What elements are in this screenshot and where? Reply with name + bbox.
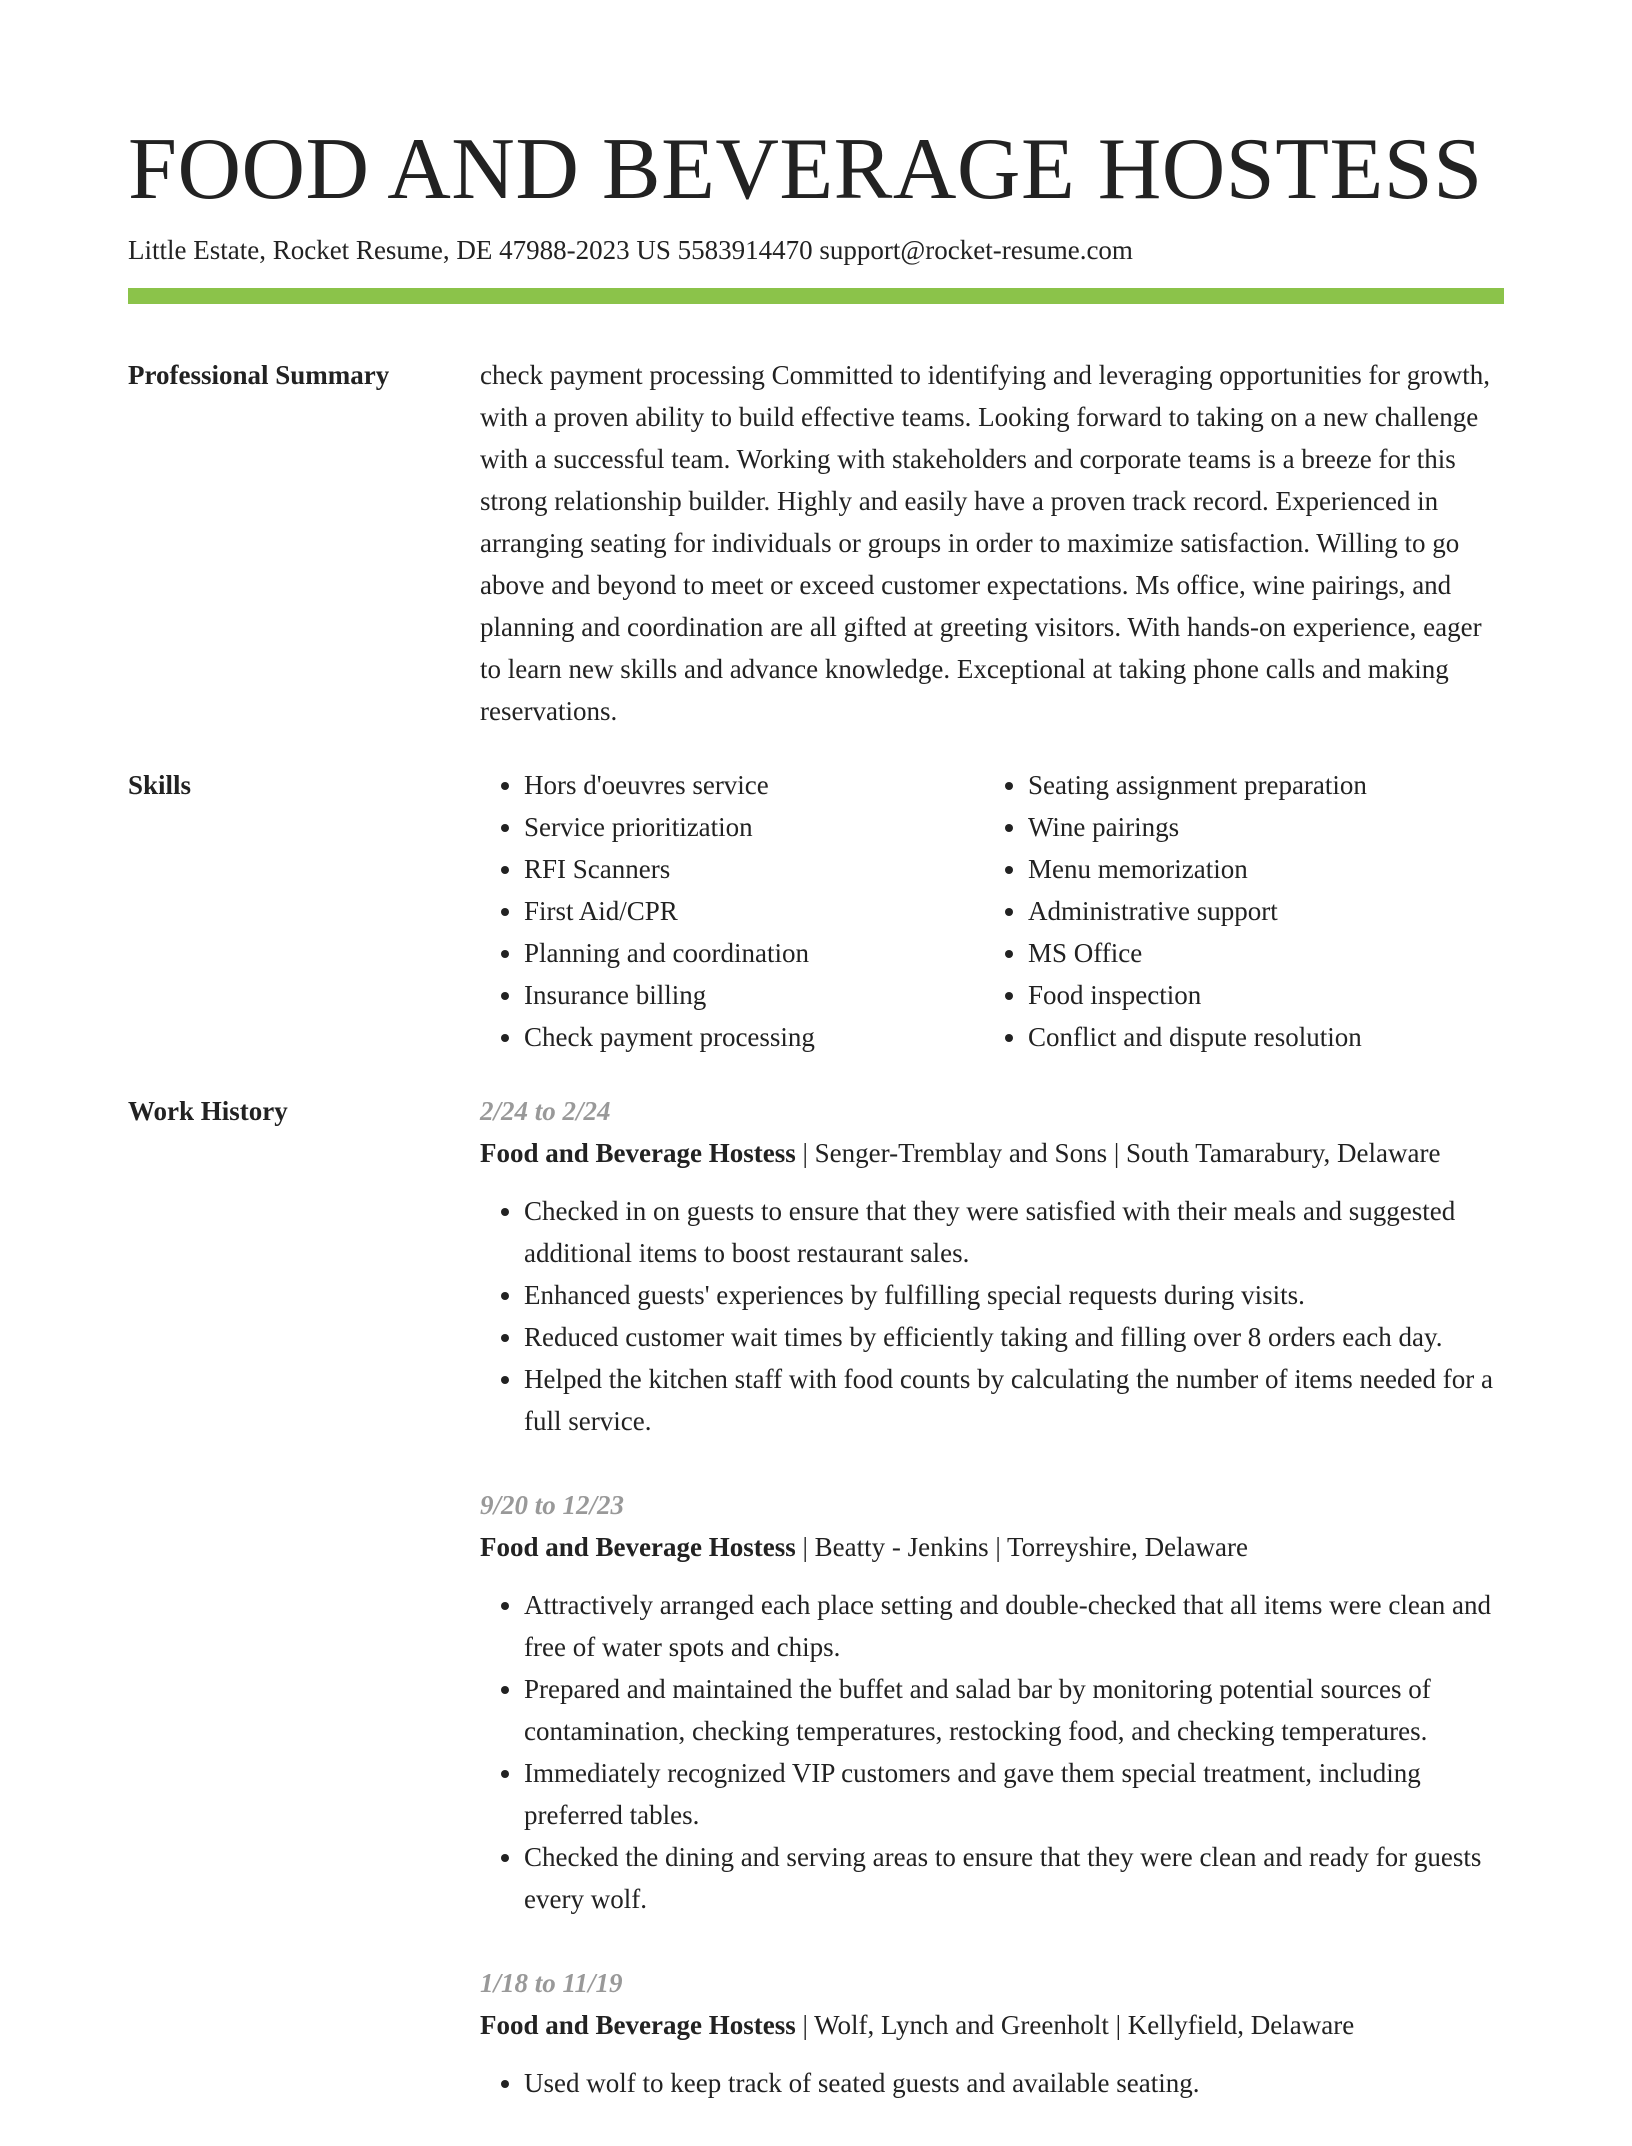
section-label-summary: Professional Summary (128, 360, 390, 390)
job-bullet-list (480, 2062, 1504, 2104)
job-dates: 2/24 to 2/24 (480, 1096, 611, 1126)
job-company-location: | Senger-Tremblay and Sons | South Tamarabury, Delaware (795, 1138, 1441, 1168)
skill-item: • Wine pairings (1028, 806, 1488, 848)
skill-item: • Conflict and dispute resolution (1028, 1016, 1488, 1058)
job-company-location: | Beatty - Jenkins | Torreyshire, Delaware (795, 1532, 1249, 1562)
skills-column-left (480, 764, 984, 1058)
skill-item: • Service prioritization (524, 806, 984, 848)
job-title: Food and Beverage Hostess (480, 1138, 796, 1168)
job-bullet: • Checked in on guests to ensure that they were satisfied with their meals and suggested additional items to boost restaurant sales. (524, 1190, 1504, 1274)
skill-item: • Check payment processing (524, 1016, 984, 1058)
job-entry (480, 1090, 1504, 1442)
job-bullet: • Immediately recognized VIP customers and gave them special treatment, including preferred tables. (524, 1752, 1504, 1836)
skill-item: • MS Office (1028, 932, 1488, 974)
resume-name-heading: FOOD AND BEVERAGE HOSTESS (128, 121, 1483, 218)
job-heading (480, 1526, 1504, 1568)
job-bullet: • Attractively arranged each place setting and double-checked that all items were clean and free of water spots and chips. (524, 1584, 1504, 1668)
skill-item: • Hors d'oeuvres service (524, 764, 984, 806)
skill-item: • Seating assignment preparation (1028, 764, 1488, 806)
skill-item: • Administrative support (1028, 890, 1488, 932)
work-history-section (128, 1090, 1504, 2146)
skill-item: • Insurance billing (524, 974, 984, 1016)
work-history-body (480, 1090, 1504, 2146)
job-bullet: • Helped the kitchen staff with food counts by calculating the number of items needed for a full service. (524, 1358, 1504, 1442)
skill-item: • Planning and coordination (524, 932, 984, 974)
job-entry (480, 1962, 1504, 2104)
summary-section (128, 354, 1504, 732)
job-dates: 9/20 to 12/23 (480, 1490, 625, 1520)
skills-column-right (984, 764, 1488, 1058)
skill-item: • First Aid/CPR (524, 890, 984, 932)
section-label-work-history: Work History (128, 1096, 288, 1126)
job-bullet: • Checked the dining and serving areas to ensure that they were clean and ready for guests every wolf. (524, 1836, 1504, 1920)
job-bullet-list (480, 1190, 1504, 1442)
skill-item: • Food inspection (1028, 974, 1488, 1016)
job-heading (480, 2004, 1504, 2046)
job-bullet-list (480, 1584, 1504, 1920)
contact-line: Little Estate, Rocket Resume, DE 47988-2023 US 5583914470 support@rocket-resume.com (128, 235, 1133, 265)
job-bullet: • Used wolf to keep track of seated guests and available seating. (524, 2062, 1504, 2104)
skill-item: • RFI Scanners (524, 848, 984, 890)
skills-body (480, 764, 1504, 1058)
section-label-skills: Skills (128, 770, 192, 800)
job-bullet: • Prepared and maintained the buffet and salad bar by monitoring potential sources of contamination, checking temperatures, restocking food, and checking temperatures. (524, 1668, 1504, 1752)
job-dates: 1/18 to 11/19 (480, 1968, 623, 1998)
job-title: Food and Beverage Hostess (480, 2010, 796, 2040)
resume-page (128, 0, 1504, 2146)
job-bullet: • Enhanced guests' experiences by fulfilling special requests during visits. (524, 1274, 1504, 1316)
job-company-location: | Wolf, Lynch and Greenholt | Kellyfield, Delaware (795, 2010, 1355, 2040)
skill-item: • Menu memorization (1028, 848, 1488, 890)
job-entry (480, 1484, 1504, 1920)
header-divider (128, 288, 1504, 304)
job-heading (480, 1132, 1504, 1174)
job-bullet: • Reduced customer wait times by efficiently taking and filling over 8 orders each day. (524, 1316, 1504, 1358)
summary-text: check payment processing Committed to identifying and leveraging opportunities for growth, with a proven ability to build effective teams. Looking forward to taking on a new challenge with a successful team. Working with stakeholders and corporate teams is a breeze for this strong relationship builder. Highly and easily have a proven track record. Experienced in arranging seating for individuals or groups in order to maximize satisfaction. Willing to go above and beyond to meet or exceed customer expectations. Ms office, wine pairings, and planning and coordination are all gifted at greeting visitors. With hands-on experience, eager to learn new skills and advance knowledge. Exceptional at taking phone calls and making reservations. (480, 360, 1491, 726)
skills-section (128, 764, 1504, 1058)
job-title: Food and Beverage Hostess (480, 1532, 796, 1562)
